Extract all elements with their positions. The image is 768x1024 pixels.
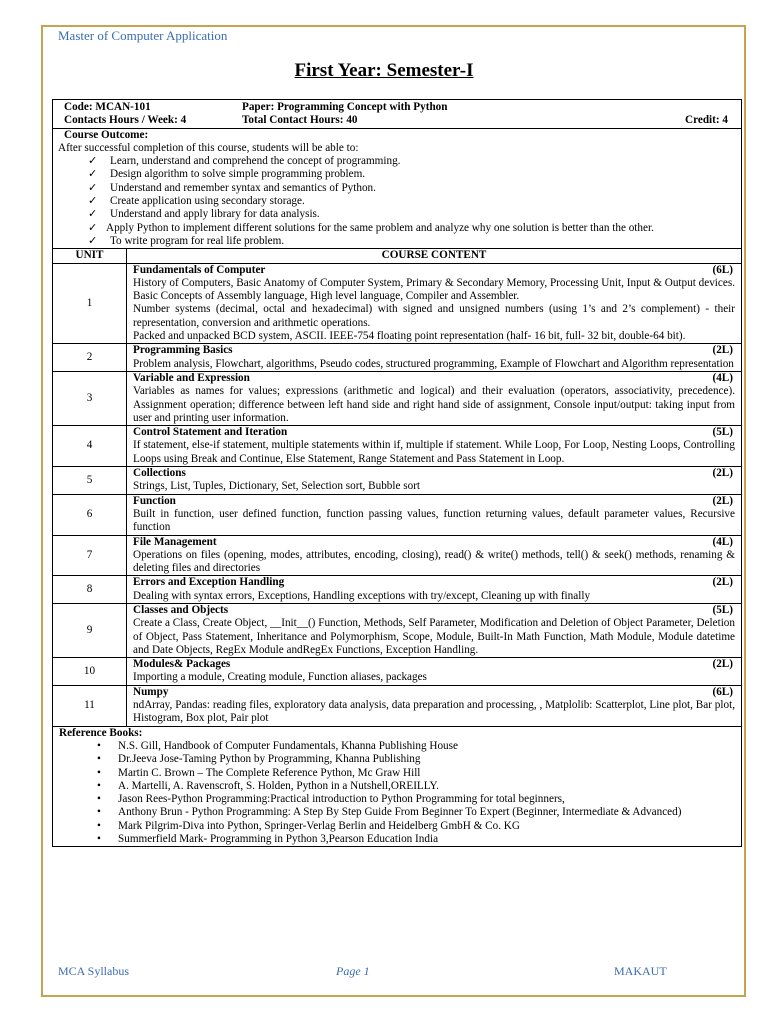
footer-left: MCA Syllabus (58, 964, 130, 978)
unit-content (127, 263, 742, 344)
contact-hours-week: Contacts Hours / Week: 4 (64, 114, 187, 127)
unit-number: 2 (53, 344, 127, 372)
unit-content (127, 426, 742, 467)
unit-number: 10 (53, 658, 127, 686)
unit-row (53, 263, 742, 344)
checkmark-icon: ✓ (88, 208, 98, 221)
outcome-intro: After successful completion of this course, students will be able to: (58, 141, 359, 154)
course-paper: Paper: Programming Concept with Python (242, 101, 448, 113)
outcome-text: Apply Python to implement different solutions for the same problem and analyze why one solution is better than the other. (106, 221, 654, 234)
unit-content (127, 603, 742, 657)
unit-description: Strings, List, Tuples, Dictionary, Set, Selection sort, Bubble sort (133, 480, 421, 493)
unit-number: 8 (53, 576, 127, 604)
unit-lecture-hours: (2L) (712, 494, 733, 507)
references-row (53, 726, 742, 847)
outcome-text: Understand and remember syntax and semantics of Python. (110, 181, 376, 194)
outcome-item (64, 235, 737, 248)
outcome-heading: Course Outcome: (64, 128, 149, 141)
unit-row (53, 344, 742, 372)
page-header: Master of Computer Application (58, 28, 228, 43)
outcome-item (64, 195, 737, 208)
unit-title: File Management (133, 535, 217, 548)
unit-content (127, 658, 742, 686)
unit-title: Function (133, 494, 176, 507)
unit-number: 6 (53, 494, 127, 535)
page-title: First Year: Semester-I (294, 60, 474, 81)
unit-description: ndArray, Pandas: reading files, exploratory data analysis, data preparation and processing, , Matplolib: Scatterplot, Line plot, Bar plot, Histogram, Box plot, Pair plot (133, 699, 735, 725)
reference-item: • Mark Pilgrim-Diva into Python, Springer-Verlag Berlin and Heidelberg GmbH & Co. KG (97, 820, 735, 833)
outcome-item (64, 155, 737, 168)
unit-description: Importing a module, Creating module, Function aliases, packages (133, 671, 427, 684)
outcome-item (64, 168, 737, 181)
reference-item: • N.S. Gill, Handbook of Computer Fundamentals, Khanna Publishing House (97, 740, 735, 753)
checkmark-icon: ✓ (88, 221, 98, 234)
outcome-item (64, 208, 737, 221)
reference-item: • A. Martelli, A. Ravenscroft, S. Holden, Python in a Nutshell,OREILLY. (97, 780, 735, 793)
unit-description: Number systems (decimal, octal and hexadecimal) with signed and unsigned numbers (using 1’s and 2’s complement) - their representation, conversion and arithmetic operations. (133, 303, 735, 329)
unit-lecture-hours: (2L) (712, 467, 733, 480)
unit-lecture-hours: (4L) (712, 535, 733, 548)
unit-description: Problem analysis, Flowchart, algorithms, Pseudo codes, structured programming, Example of Flowchart and Algorithm representation (133, 357, 734, 370)
checkmark-icon: ✓ (88, 234, 98, 247)
unit-number: 4 (53, 426, 127, 467)
unit-content (127, 535, 742, 576)
unit-number: 11 (53, 685, 127, 726)
reference-item: • Dr.Jeeva Jose-Taming Python by Programming, Khanna Publishing (97, 753, 735, 766)
outcome-text: Create application using secondary storage. (110, 195, 305, 208)
unit-content (127, 494, 742, 535)
unit-content (127, 371, 742, 425)
outcome-item (64, 182, 737, 195)
unit-lecture-hours: (5L) (712, 426, 733, 439)
reference-item: • Anthony Brun - Python Programming: A Step By Step Guide From Beginner To Expert (Beginner, Intermediate & Advanced) (97, 806, 735, 819)
unit-row (53, 371, 742, 425)
unit-row (53, 685, 742, 726)
unit-lecture-hours: (6L) (712, 685, 733, 698)
course-info-row (53, 100, 742, 129)
outcome-text: Learn, understand and comprehend the concept of programming. (110, 155, 401, 168)
unit-lecture-hours: (4L) (712, 371, 733, 384)
unit-description: Built in function, user defined function, function passing values, function returning values, default parameter values, Recursive function (133, 507, 735, 534)
unit-title: Variable and Expression (133, 371, 250, 384)
unit-number: 5 (53, 467, 127, 495)
course-code: Code: MCAN-101 (64, 101, 151, 113)
unit-description: Dealing with syntax errors, Exceptions, Handling exceptions with try/except, Cleaning up with finally (133, 589, 591, 602)
unit-column-header: UNIT (53, 249, 127, 263)
unit-content (127, 685, 742, 726)
unit-row (53, 467, 742, 495)
unit-description: If statement, else-if statement, multiple statements within if, multiple if statement. While Loop, For Loop, Nesting Loops, Controlling Loops using Break and Continue, Else Statement, Range Statement and Pass Statement in Loop. (133, 439, 735, 465)
reference-list (59, 740, 735, 846)
checkmark-icon: ✓ (88, 195, 98, 208)
content-column-header: COURSE CONTENT (127, 249, 742, 263)
unit-title: Errors and Exception Handling (133, 576, 285, 589)
unit-title: Programming Basics (133, 344, 233, 357)
unit-lecture-hours: (2L) (712, 344, 733, 357)
unit-content (127, 576, 742, 604)
table-header-row (53, 249, 742, 263)
reference-item: • Jason Rees-Python Programming:Practical introduction to Python Programming for total beginners, (97, 793, 735, 806)
unit-title: Numpy (133, 685, 169, 698)
course-credit: Credit: 4 (685, 114, 728, 127)
unit-description: Packed and unpacked BCD system, ASCII. IEEE-754 floating point representation (half- 16 bit, full- 32 bit, double-64 bit). (133, 330, 686, 343)
outcome-text: To write program for real life problem. (110, 234, 285, 247)
checkmark-icon: ✓ (88, 168, 98, 181)
unit-number: 1 (53, 263, 127, 344)
outcome-text: Design algorithm to solve simple programming problem. (110, 168, 366, 181)
references-heading: Reference Books: (59, 726, 143, 739)
unit-lecture-hours: (2L) (712, 658, 733, 671)
total-contact-hours: Total Contact Hours: 40 (242, 114, 358, 127)
checkmark-icon: ✓ (88, 181, 98, 194)
outcome-list (64, 155, 737, 248)
unit-title: Collections (133, 467, 186, 480)
unit-description: Create a Class, Create Object, __Init__() Function, Methods, Self Parameter, Modification and Deletion of Object Parameter, Deletion of Object, Pass Statement, Inheritance and Polymorphism, Scope, Module, Built-In Math Function, Math Module, Module datetime and Date Objects, RegEx Module andRegEx Functions, Exception Handling. (133, 617, 735, 656)
unit-row (53, 603, 742, 657)
unit-row (53, 494, 742, 535)
unit-description: Operations on files (opening, modes, attributes, encoding, closing), read() & write() methods, tell() & seek() methods, renaming & deleting files and directories (133, 548, 735, 575)
unit-row (53, 576, 742, 604)
unit-lecture-hours: (5L) (712, 603, 733, 616)
unit-title: Modules& Packages (133, 658, 231, 671)
unit-description: Variables as names for values; expressions (arithmetic and logical) and their evaluation (operators, associativity, precedence). Assignment operation; difference between left hand side and right hand side of assignment, Console input/output: taking input from user and printing user information. (133, 385, 735, 424)
outcome-item (64, 222, 737, 235)
unit-number: 7 (53, 535, 127, 576)
unit-description: History of Computers, Basic Anatomy of Computer System, Primary & Secondary Memory, Processing Unit, Input & Output devices. Basic Concepts of Assembly language, High level language, Compiler and Assembler. (133, 276, 735, 303)
unit-row (53, 658, 742, 686)
unit-row (53, 535, 742, 576)
footer-page-number: Page 1 (336, 964, 370, 978)
unit-row (53, 426, 742, 467)
unit-number: 9 (53, 603, 127, 657)
course-outcome-row (53, 128, 742, 249)
unit-title: Fundamentals of Computer (133, 263, 266, 276)
outcome-text: Understand and apply library for data analysis. (110, 208, 320, 221)
syllabus-table (52, 99, 742, 847)
reference-item: • Summerfield Mark- Programming in Python 3,Pearson Education India (97, 833, 735, 846)
unit-content (127, 344, 742, 372)
unit-lecture-hours: (6L) (712, 263, 733, 276)
unit-title: Control Statement and Iteration (133, 426, 288, 439)
unit-lecture-hours: (2L) (712, 576, 733, 589)
reference-item: • Martin C. Brown – The Complete Reference Python, Mc Graw Hill (97, 767, 735, 780)
unit-content (127, 467, 742, 495)
footer-right: MAKAUT (614, 964, 667, 978)
unit-number: 3 (53, 371, 127, 425)
checkmark-icon: ✓ (88, 155, 98, 168)
unit-title: Classes and Objects (133, 603, 229, 616)
